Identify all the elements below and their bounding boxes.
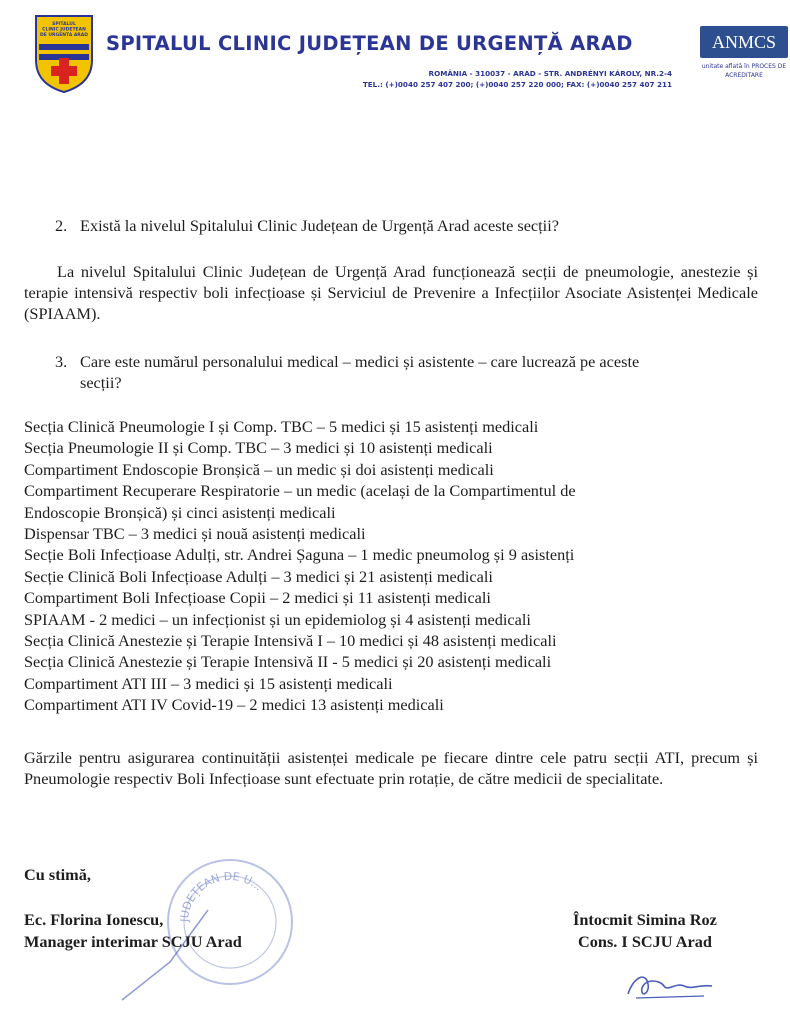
signature-right-icon	[620, 958, 720, 1008]
question-2-text: Există la nivelul Spitalului Clinic Județean de Urgență Arad aceste secții?	[80, 216, 559, 235]
list-item: Secția Clinică Anestezie și Terapie Intensivă II - 5 medici și 20 asistenți medicali	[24, 652, 552, 672]
svg-text:DE URGENTA ARAD: DE URGENTA ARAD	[40, 33, 88, 38]
list-item: Endoscopie Bronșică) și cinci asistenți medicali	[24, 502, 336, 522]
anmcs-logo: ANMCS	[700, 26, 788, 58]
question-2-answer: La nivelul Spitalului Clinic Județean de Urgență Arad funcționează secții de pneumologie, anestezie și terapie intensivă respectiv boli infecțioase și Serviciul de Prevenire a Infecțiilor Asociate Asistenței Medicale (SPIAAM).	[24, 262, 758, 323]
svg-text:CLINIC JUDETEAN: CLINIC JUDETEAN	[42, 27, 86, 33]
contact-line: TEL.: (+)0040 257 407 200; (+)0040 257 220 000; FAX: (+)0040 257 407 211	[362, 80, 672, 89]
list-item: Compartiment Recuperare Respiratorie – un medic (același de la Compartimentul de	[24, 481, 576, 501]
accreditation-text: unitate aflată în PROCES DE ACREDITARE	[701, 63, 787, 79]
address-line: ROMÂNIA - 310037 - ARAD - STR. ANDRÉNYI KÁROLY, NR.2-4	[428, 69, 672, 78]
hospital-name: SPITALUL CLINIC JUDEȚEAN DE URGENȚĂ ARAD	[106, 32, 633, 55]
left-signer-title: Manager interimar SCJU Arad	[24, 932, 242, 951]
question-3-line1: Care este numărul personalului medical – medici și asistente – care lucrează pe aceste	[80, 352, 640, 371]
hospital-crest-icon	[33, 14, 95, 94]
left-signer-name: Ec. Florina Ionescu,	[24, 910, 164, 929]
right-signer-name: Întocmit Simina Roz	[573, 910, 717, 929]
list-item: SPIAAM - 2 medici – un infecționist și un epidemiolog și 4 asistenți medicali	[24, 609, 531, 629]
list-item: Secția Pneumologie II și Comp. TBC – 3 medici și 10 asistenți medicali	[24, 438, 493, 458]
list-item: Secția Clinică Anestezie și Terapie Intensivă I – 10 medici și 48 asistenți medicali	[24, 631, 557, 651]
letterhead-address	[363, 68, 672, 90]
list-item: Compartiment ATI III – 3 medici și 15 asistenți medicali	[24, 673, 393, 693]
svg-text:SPITALUL: SPITALUL	[52, 22, 76, 27]
question-2-number: 2.	[55, 216, 68, 235]
list-item: Secție Boli Infecțioase Adulți, str. Andrei Șaguna – 1 medic pneumolog și 9 asistenți	[24, 545, 575, 565]
list-item: Secția Clinică Pneumologie I și Comp. TBC – 5 medici și 15 asistenți medicali	[24, 417, 539, 436]
staff-list	[24, 416, 724, 716]
list-item: Secție Clinică Boli Infecțioase Adulți – 3 medici și 21 asistenți medicali	[24, 566, 493, 586]
list-item: Compartiment Endoscopie Bronșică – un medic și doi asistenți medicali	[24, 459, 494, 479]
list-item: Dispensar TBC – 3 medici și nouă asistenți medicali	[24, 524, 366, 544]
question-3-line2: secții?	[80, 373, 122, 392]
list-item: Compartiment Boli Infecțioase Copii – 2 medici și 11 asistenți medicali	[24, 588, 491, 608]
question-3-number: 3.	[55, 352, 68, 371]
closing-paragraph: Gărzile pentru asigurarea continuității asistenței medicale pe fiecare dintre cele patru secții ATI, precum și Pneumologie respectiv Boli Infecțioase sunt efectuate prin rotație, de către medicii de specialitate.	[24, 748, 758, 788]
right-signer-title: Cons. I SCJU Arad	[578, 932, 712, 951]
stamp-text: JUDEȚEAN DE U...	[177, 869, 266, 923]
greeting: Cu stimă,	[24, 865, 91, 884]
list-item: Compartiment ATI IV Covid-19 – 2 medici 13 asistenți medicali	[24, 695, 444, 715]
